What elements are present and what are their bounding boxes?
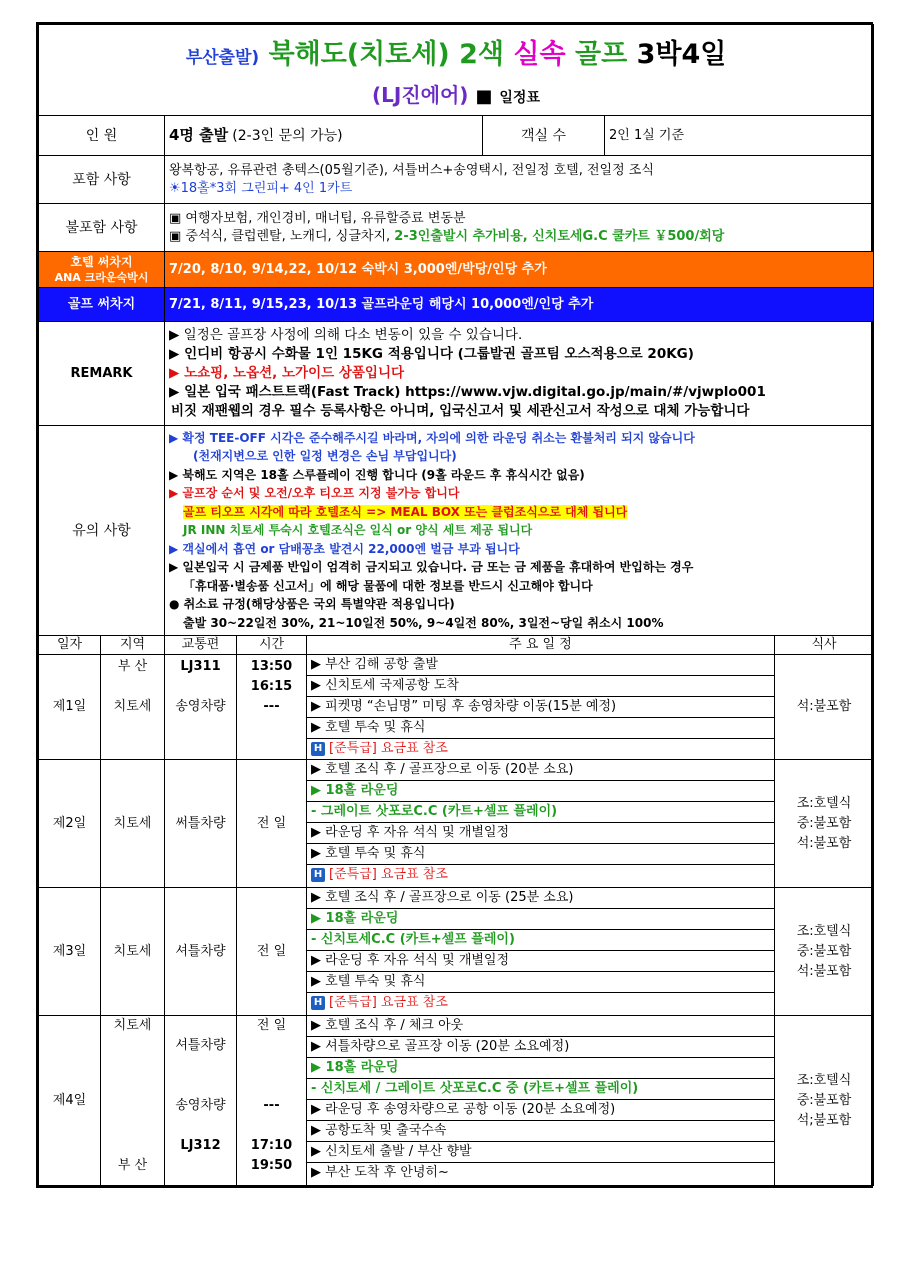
itinerary-table: [38, 24, 874, 1186]
notice-line-3: ▶ 북해도 지역은 18홀 스루플레이 진행 합니다 (9홀 라운드 후 휴식시간 없음): [169, 467, 585, 482]
day-3-item-2: ▶ 18홀 라운딩: [307, 909, 774, 930]
hotel-icon: H: [311, 742, 325, 756]
people-cell: [165, 116, 483, 156]
header-time: 시간: [237, 636, 307, 655]
day-1-item-2: ▶ 신치토세 국제공항 도착: [307, 676, 774, 697]
day-4-item-1: ▶ 호텔 조식 후 / 체크 아웃: [307, 1016, 774, 1037]
day-3-region: 치토세: [101, 888, 165, 1016]
day-1-flight: LJ311: [180, 659, 221, 674]
notice-line-2: (천재지변으로 인한 일정 변경은 손님 부담입니다): [193, 449, 457, 464]
day-3-schedule: [307, 888, 775, 1016]
day-1-hotel-rate: [준특급] 요금표 참조: [329, 741, 448, 756]
day-4-time-3: 17:10: [250, 1138, 293, 1153]
sub-title: [39, 80, 873, 113]
day-4-lunch: 중:불포함: [796, 1092, 852, 1108]
notice-line-4: ▶ 골프장 순서 및 오전/오후 티오프 지정 불가능 합니다: [169, 486, 460, 501]
day-4-time-1: 전 일: [256, 1018, 287, 1033]
title-golf: 골프: [575, 39, 628, 70]
room-label: 객실 수: [483, 116, 605, 156]
day-1-region-start: 부 산: [117, 659, 148, 674]
day-3-item-1: ▶ 호텔 조식 후 / 골프장으로 이동 (25분 소요): [307, 888, 774, 909]
title-duration: 3박4일: [636, 39, 727, 70]
day-2-row: [39, 760, 874, 888]
room-value: 2인 1실 기준: [605, 116, 874, 156]
day-1-car: 송영차량: [175, 699, 226, 714]
day-4-item-3: ▶ 18홀 라운딩: [307, 1058, 774, 1079]
day-1-label: 제1일: [39, 655, 101, 760]
day-3-meal: [775, 888, 874, 1016]
day-3-item-6: [307, 993, 774, 1013]
day-4-item-2: ▶ 셔틀차량으로 골프장 이동 (20분 소요예정): [307, 1037, 774, 1058]
day-2-transport: 써틀차량: [165, 760, 237, 888]
day-4-time: [237, 1016, 307, 1186]
include-cell: [165, 156, 874, 204]
title-origin: 부산출발): [185, 48, 260, 68]
day-4-item-8: ▶ 부산 도착 후 안녕히~: [311, 1165, 449, 1180]
day-1-schedule: [307, 655, 775, 760]
day-4-breakfast: 조:호텔식: [796, 1072, 852, 1088]
day-2-item-5: ▶ 호텔 투숙 및 휴식: [307, 844, 774, 865]
golf-surcharge-label: 골프 써차지: [39, 288, 165, 322]
notice-line-5-highlight: 골프 티오프 시각에 따라 호텔조식 => MEAL BOX 또는 클럽조식으로 대체 됩니다: [183, 504, 628, 519]
day-3-hotel-rate: [준특급] 요금표 참조: [329, 995, 448, 1010]
day-1-time-1: 13:50: [250, 659, 293, 674]
day-3-item-4: ▶ 라운딩 후 자유 석식 및 개별일정: [307, 951, 774, 972]
title-value-tag: 실속: [513, 39, 566, 70]
notice-line-1: ▶ 확정 TEE-OFF 시각은 준수해주시길 바라며, 자의에 의한 라운딩 취소는 환불처리 되지 않습니다: [169, 430, 695, 445]
notice-line-11: 출발 30~22일전 30%, 21~10일전 50%, 9~4일전 80%, 3일전~당일 취소시 100%: [183, 615, 664, 630]
notice-line-8: ▶ 일본입국 시 금제품 반입이 엄격히 금지되고 있습니다. 금 또는 금 제품을 휴대하여 반입하는 경우: [169, 560, 694, 575]
header-transport: 교통편: [165, 636, 237, 655]
day-1-item-5: [307, 739, 774, 759]
day-3-item-3: - 신치토세C.C (카트+셀프 플레이): [307, 930, 774, 951]
day-2-item-4: ▶ 라운딩 후 자유 석식 및 개별일정: [307, 823, 774, 844]
people-label: 인 원: [39, 116, 165, 156]
day-1-time: [237, 655, 307, 760]
day-4-row: [39, 1016, 874, 1186]
day-2-lunch: 중:불포함: [796, 815, 852, 831]
day-3-breakfast: 조:호텔식: [796, 923, 852, 939]
notice-line-6: JR INN 치토세 투숙시 호텔조식은 일식 or 양식 세트 제공 됩니다: [183, 523, 533, 538]
day-2-schedule: [307, 760, 775, 888]
include-label: 포함 사항: [39, 156, 165, 204]
remark-line-3: ▶ 노쇼핑, 노옵션, 노가이드 상품입니다: [169, 365, 405, 381]
header-meal: 식사: [775, 636, 874, 655]
day-2-meal: [775, 760, 874, 888]
airline-name: (LJ진에어): [372, 83, 469, 107]
day-4-item-7: ▶ 신치토세 출발 / 부산 향발: [307, 1142, 774, 1163]
hotel-icon: H: [311, 868, 325, 882]
hotel-surcharge-label: [39, 252, 165, 288]
itinerary-sheet: [36, 22, 873, 1188]
hotel-icon: H: [311, 996, 325, 1010]
day-1-region-end: 치토세: [113, 699, 152, 714]
header-day: 일자: [39, 636, 101, 655]
day-3-lunch: 중:불포함: [796, 943, 852, 959]
day-1-time-3: ---: [263, 699, 280, 714]
day-1-meal: 석:불포함: [775, 655, 874, 760]
day-2-label: 제2일: [39, 760, 101, 888]
remark-line-1: ▶ 일정은 골프장 사정에 의해 다소 변동이 있을 수 있습니다.: [169, 327, 523, 343]
include-line-2: ☀18홀*3회 그린피+ 4인 1카트: [169, 180, 353, 196]
schedule-label: 일정표: [499, 90, 540, 106]
day-4-item-4: - 신치토세 / 그레이트 삿포로C.C 중 (카트+셀프 플레이): [307, 1079, 774, 1100]
day-4-car: 송영차량: [175, 1098, 226, 1113]
day-2-time: 전 일: [237, 760, 307, 888]
square-bullet-icon: ■: [475, 86, 493, 107]
people-value: 4명 출발: [169, 125, 229, 144]
day-4-schedule: [307, 1016, 775, 1186]
notice-line-5: [169, 503, 869, 522]
exclude-line-2: [169, 228, 869, 246]
day-3-item-5: ▶ 호텔 투숙 및 휴식: [307, 972, 774, 993]
exclude-line-2-part-a: ▣ 중석식, 클럽렌탈, 노캐디, 싱글차지,: [169, 228, 395, 244]
title-destination: 북해도(치토세) 2색: [268, 39, 505, 70]
day-1-row: [39, 655, 874, 760]
remark-line-4: ▶ 일본 입국 패스트트랙(Fast Track) https://www.vjw.digital.go.jp/main/#/vjwplo001: [169, 384, 766, 400]
exclude-line-1: ▣ 여행자보험, 개인경비, 매너팁, 유류할증료 변동분: [169, 210, 466, 226]
day-4-region-end: 부 산: [117, 1158, 148, 1173]
exclude-line-2-part-b: 2-3인출발시 추가비용, 신치토세G.C 쿨카트 ￥500/회당: [394, 228, 725, 244]
day-4-meal: [775, 1016, 874, 1186]
day-3-label: 제3일: [39, 888, 101, 1016]
day-2-dinner: 석:불포함: [796, 835, 852, 851]
day-3-transport: 셔틀차량: [165, 888, 237, 1016]
header-region: 지역: [101, 636, 165, 655]
day-4-region-start: 치토세: [113, 1018, 152, 1033]
day-4-item-6: ▶ 공항도착 및 출국수속: [307, 1121, 774, 1142]
day-4-region: [101, 1016, 165, 1186]
hotel-surcharge-value: 7/20, 8/10, 9/14,22, 10/12 숙박시 3,000엔/박당/인당 추가: [165, 252, 874, 288]
day-1-transport: [165, 655, 237, 760]
day-4-label: 제4일: [39, 1016, 101, 1186]
notice-line-7: ▶ 객실에서 흡연 or 담배꽁초 발견시 22,000엔 벌금 부과 됩니다: [169, 541, 520, 556]
remark-line-5: 비짓 재팬웹의 경우 필수 등록사항은 아니며, 입국신고서 및 세관신고서 작성으로 대체 가능합니다: [171, 403, 750, 419]
people-note: (2-3인 문의 가능): [232, 127, 343, 144]
day-1-item-3: ▶ 피켓명 “손님명” 미팅 후 송영차량 이동(15분 예정): [307, 697, 774, 718]
remark-cell: [165, 322, 874, 426]
day-4-time-2: ---: [263, 1098, 280, 1113]
day-4-time-4: 19:50: [250, 1158, 293, 1173]
day-2-item-3: - 그레이트 삿포로C.C (카트+셀프 플레이): [307, 802, 774, 823]
day-2-item-1: ▶ 호텔 조식 후 / 골프장으로 이동 (20분 소요): [307, 760, 774, 781]
exclude-label: 불포함 사항: [39, 204, 165, 252]
notice-line-9: 「휴대품·별송품 신고서」에 해당 물품에 대한 정보를 반드시 신고해야 합니다: [183, 578, 593, 593]
remark-label: REMARK: [39, 322, 165, 426]
day-1-item-1: ▶ 부산 김해 공항 출발: [307, 655, 774, 676]
day-3-time: 전 일: [237, 888, 307, 1016]
header-main-schedule: 주 요 일 정: [307, 636, 775, 655]
day-2-region: 치토세: [101, 760, 165, 888]
day-4-dinner: 석;불포함: [796, 1112, 852, 1128]
hotel-surcharge-title: 호텔 써차지: [70, 254, 133, 269]
title-block: [39, 25, 874, 116]
golf-surcharge-value: 7/21, 8/11, 9/15,23, 10/13 골프라운딩 해당시 10,000엔/인당 추가: [165, 288, 874, 322]
day-4-item-5: ▶ 라운딩 후 송영차량으로 공항 이동 (20분 소요예정): [307, 1100, 774, 1121]
day-2-item-2: ▶ 18홀 라운딩: [307, 781, 774, 802]
day-4-transport: [165, 1016, 237, 1186]
remark-line-2: ▶ 인디비 항공시 수화물 1인 15KG 적용입니다 (그룹발권 골프팀 오스적용으로 20KG): [169, 346, 694, 362]
day-2-breakfast: 조:호텔식: [796, 795, 852, 811]
main-title: [39, 27, 873, 80]
day-2-item-6: [307, 865, 774, 885]
day-3-dinner: 석:불포함: [796, 963, 852, 979]
exclude-cell: [165, 204, 874, 252]
notice-cell: [165, 426, 874, 636]
notice-line-10: ● 취소료 규정(해당상품은 국외 특별약관 적용입니다): [169, 597, 455, 612]
day-4-shuttle: 셔틀차량: [175, 1038, 226, 1053]
notice-label: 유의 사항: [39, 426, 165, 636]
day-4-flight: LJ312: [180, 1138, 221, 1153]
day-1-region: [101, 655, 165, 760]
include-line-1: 왕복항공, 유류관련 총텍스(05월기준), 셔틀버스+송영택시, 전일정 호텔, 전일정 조식: [169, 162, 654, 178]
day-1-item-4: ▶ 호텔 투숙 및 휴식: [307, 718, 774, 739]
day-1-time-2: 16:15: [250, 679, 293, 694]
day-3-row: [39, 888, 874, 1016]
day-2-hotel-rate: [준특급] 요금표 참조: [329, 867, 448, 882]
hotel-surcharge-subtitle: ANA 크라운숙박시: [54, 270, 149, 284]
